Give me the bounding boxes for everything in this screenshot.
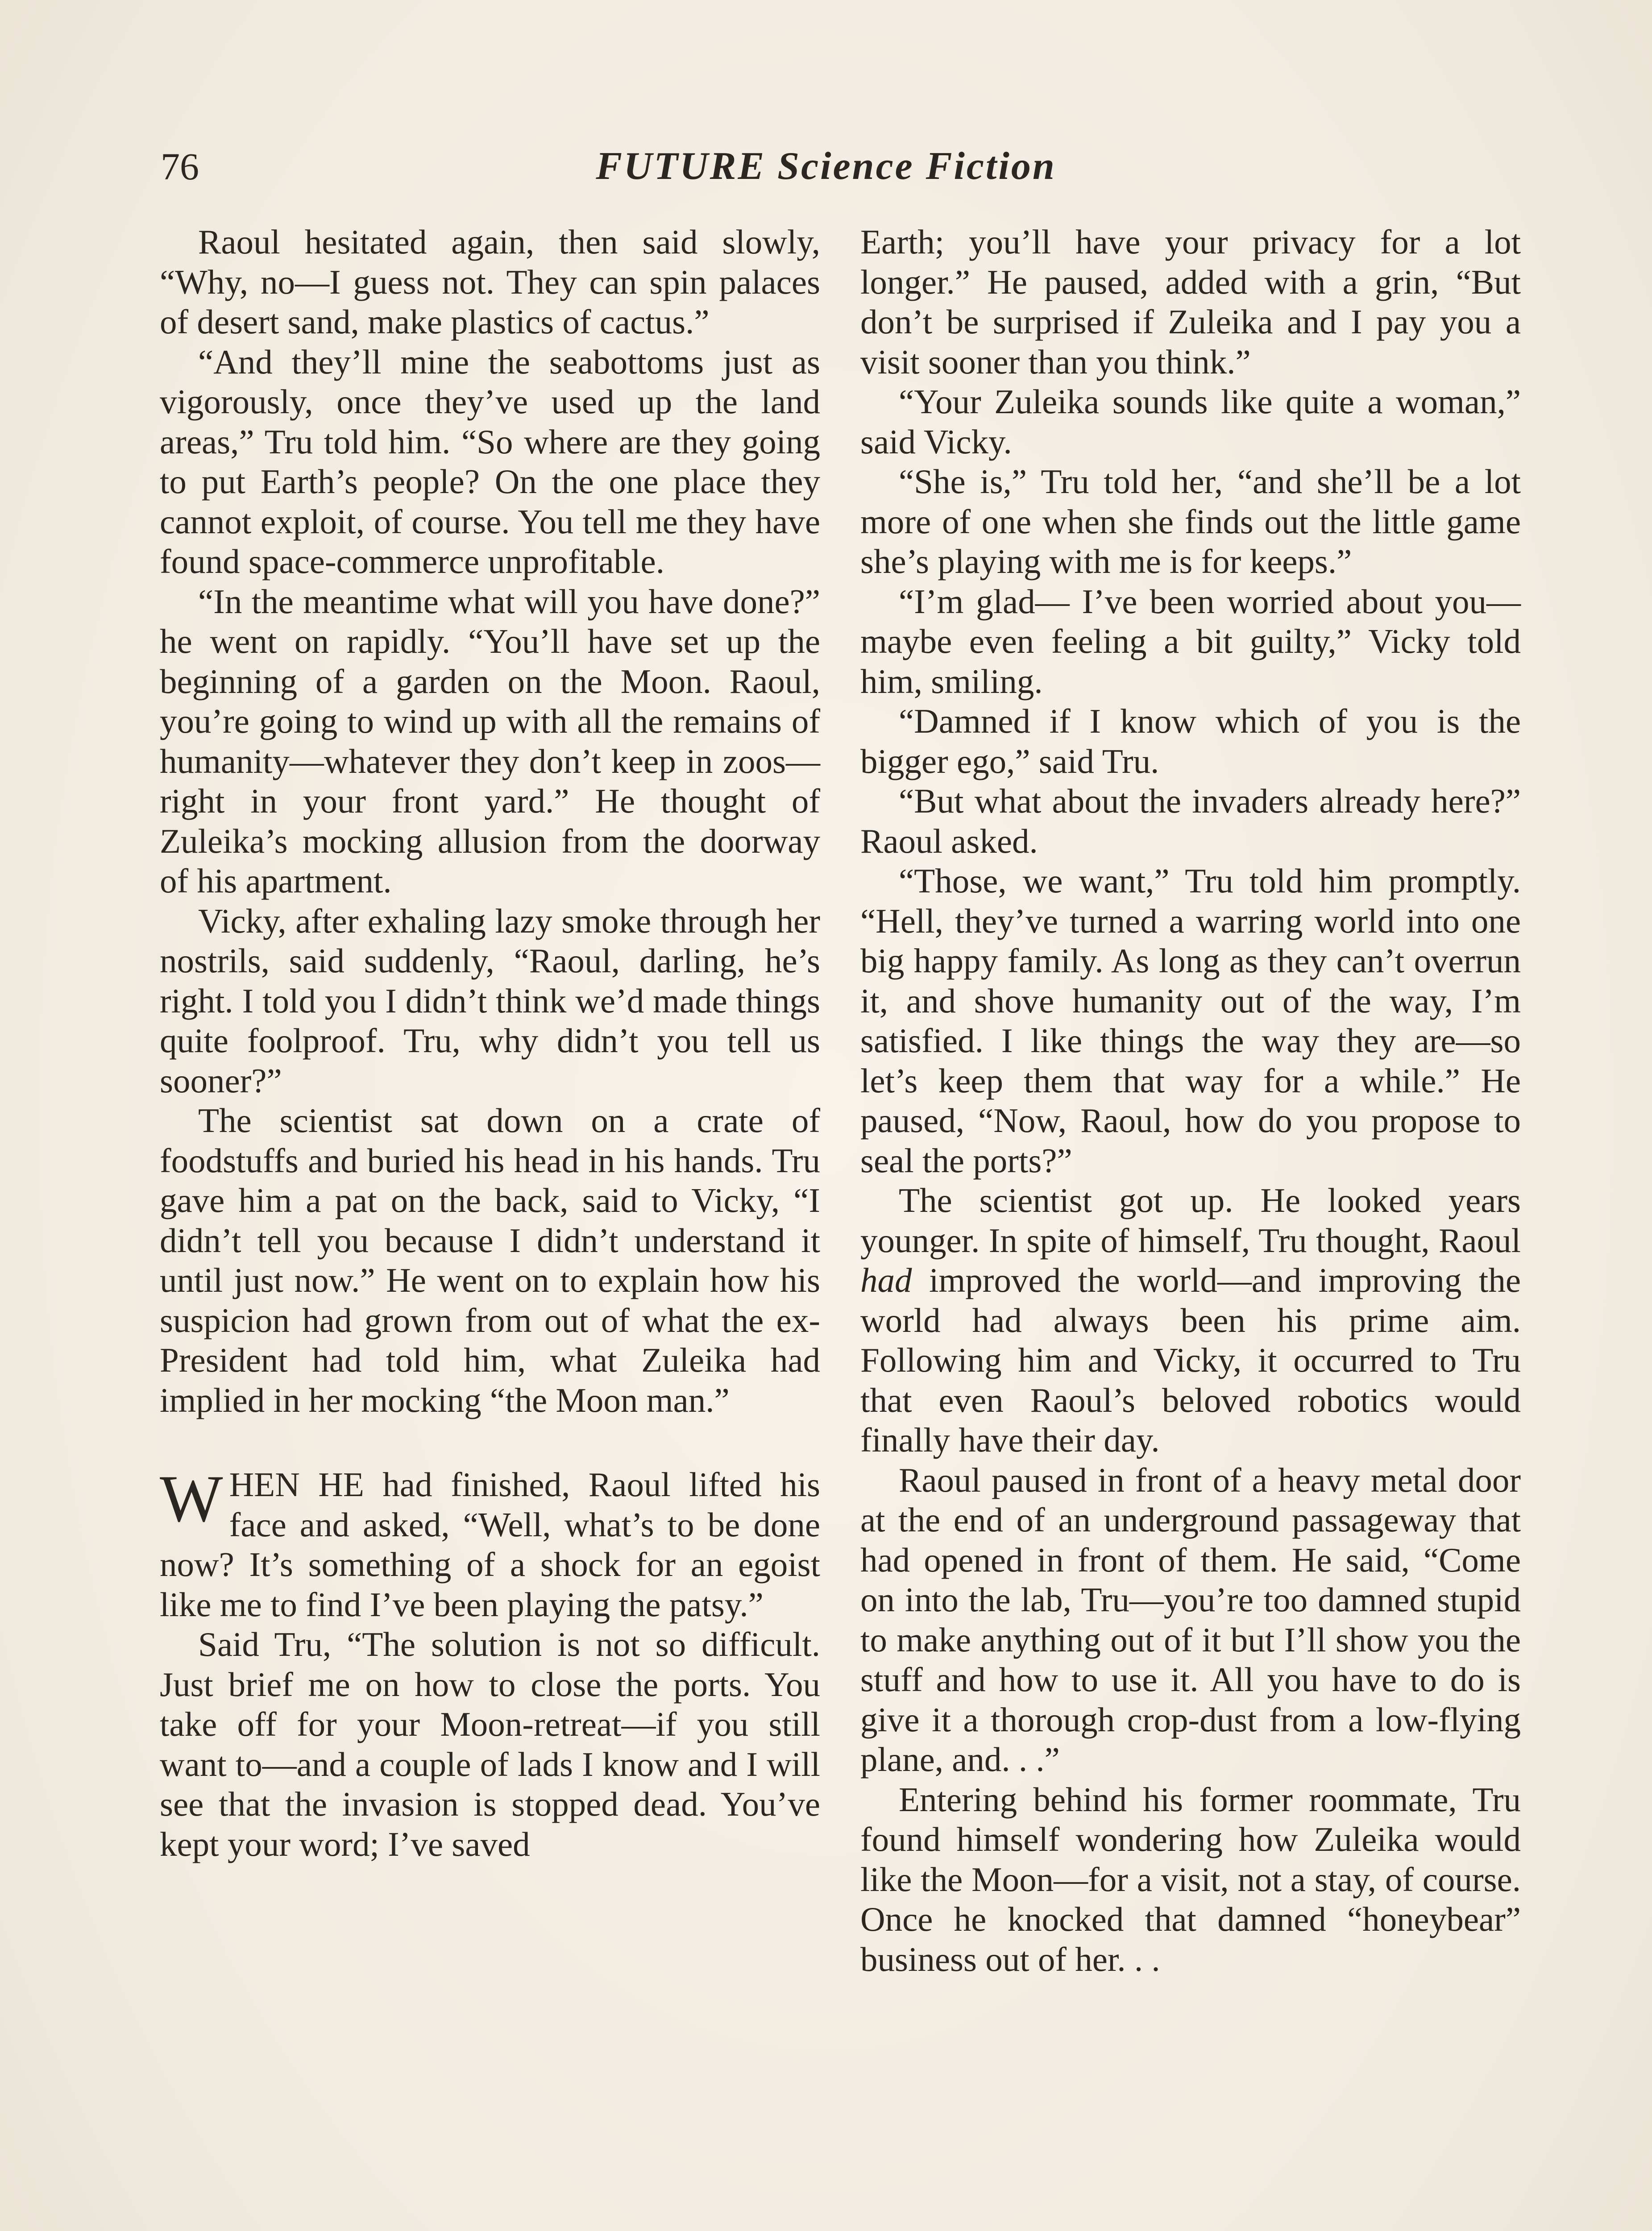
paragraph: “I’m glad— I’ve been worried about you—maybe even feeling a bit guilty,” Vicky told him, smiling. — [860, 582, 1521, 701]
left-text-column — [160, 222, 820, 1864]
drop-cap: W — [160, 1462, 223, 1536]
running-head — [161, 142, 1491, 195]
paragraph: “Your Zuleika sounds like quite a woman,” said Vicky. — [860, 382, 1521, 461]
paragraph: “In the meantime what will you have done?” he went on rapidly. “You’ll have set up the beginning of a garden on the Moon. Raoul, you’re going to wind up with all the remains of humanity—whatever they don’t keep in zoos—right in your front yard.” He thought of Zuleika’s mocking allusion from the doorway of his apartment. — [160, 582, 820, 900]
paragraph-text: The scientist got up. He looked years younger. In spite of himself, Tru thought, Raoul — [860, 1181, 1521, 1260]
paragraph: “But what about the invaders already here?” Raoul asked. — [860, 782, 1521, 860]
emphasis: had — [860, 1261, 912, 1299]
paragraph-text: improved the world—and improving the world had always been his prime aim. Following him and Vicky, it occurred to Tru that even Raoul’s beloved robotics would finally have their day. — [860, 1261, 1521, 1459]
paragraph: Said Tru, “The solution is not so difficult. Just brief me on how to close the ports. You take off for your Moon-retreat—if you still want to—and a couple of lads I know and I will see that the invasion is stopped dead. You’ve kept your word; I’ve saved — [160, 1625, 820, 1863]
paragraph: The scientist sat down on a crate of foodstuffs and buried his head in his hands. Tru gave him a pat on the back, said to Vicky, “I didn’t tell you because I didn’t understand it until just now.” He went on to explain how his suspicion had grown from out of what the ex-President had told him, what Zuleika had implied in her mocking “the Moon man.” — [160, 1101, 820, 1419]
section-opening-paragraph — [160, 1462, 821, 1625]
paragraph-text: had finished, Raoul lifted his face and asked, “Well, what’s to be done now? It’s something of a shock for an egoist like me to find I’ve been playing the patsy.” — [160, 1465, 821, 1624]
paragraph: Earth; you’ll have your privacy for a lot longer.” He paused, added with a grin, “But don’t be surprised if Zuleika and I pay you a visit sooner than you think.” — [860, 223, 1521, 381]
small-caps-lead: HEN HE — [229, 1465, 364, 1504]
paragraph: “Damned if I know which of you is the bigger ego,” said Tru. — [860, 702, 1521, 780]
paragraph: “She is,” Tru told her, “and she’ll be a lot more of one when she finds out the little game she’s playing with me is for keeps.” — [860, 462, 1521, 581]
paragraph: Entering behind his former roommate, Tru found himself wondering how Zuleika would like the Moon—for a visit, not a stay, of course. Once he knocked that damned “honeybear” business out of her. . . — [860, 1780, 1521, 1978]
paragraph: “And they’ll mine the seabottoms just as vigorously, once they’ve used up the land areas,” Tru told him. “So where are they going to put Earth’s people? On the one place they cannot exploit, of course. You tell me they have found space-commerce unprofitable. — [160, 342, 820, 581]
paragraph: Raoul hesitated again, then said slowly, “Why, no—I guess not. They can spin palaces of desert sand, make plastics of cactus.” — [160, 223, 820, 341]
paragraph: Vicky, after exhaling lazy smoke through her nostrils, said suddenly, “Raoul, darling, he’s right. I told you I didn’t think we’d made things quite foolproof. Tru, why didn’t you tell us sooner?” — [160, 901, 820, 1100]
paragraph: “Those, we want,” Tru told him promptly. “Hell, they’ve turned a warring world into one big happy family. As long as they can’t overrun it, and shove humanity out of the way, I’m satisfied. I like things the way they are—so let’s keep them that way for a while.” He paused, “Now, Raoul, how do you propose to seal the ports?” — [860, 862, 1521, 1180]
right-text-column — [860, 222, 1521, 1979]
page-number: 76 — [161, 145, 199, 188]
magazine-title: FUTURE Science Fiction — [596, 145, 1056, 188]
paragraph — [860, 1181, 1521, 1460]
paragraph: Raoul paused in front of a heavy metal door at the end of an underground passageway that had opened in front of them. He said, “Come on into the lab, Tru—you’re too damned stupid to make anything out of it but I’ll show you the stuff and how to use it. All you have to do is give it a thorough crop-dust from a low-flying plane, and. . .” — [860, 1460, 1521, 1779]
